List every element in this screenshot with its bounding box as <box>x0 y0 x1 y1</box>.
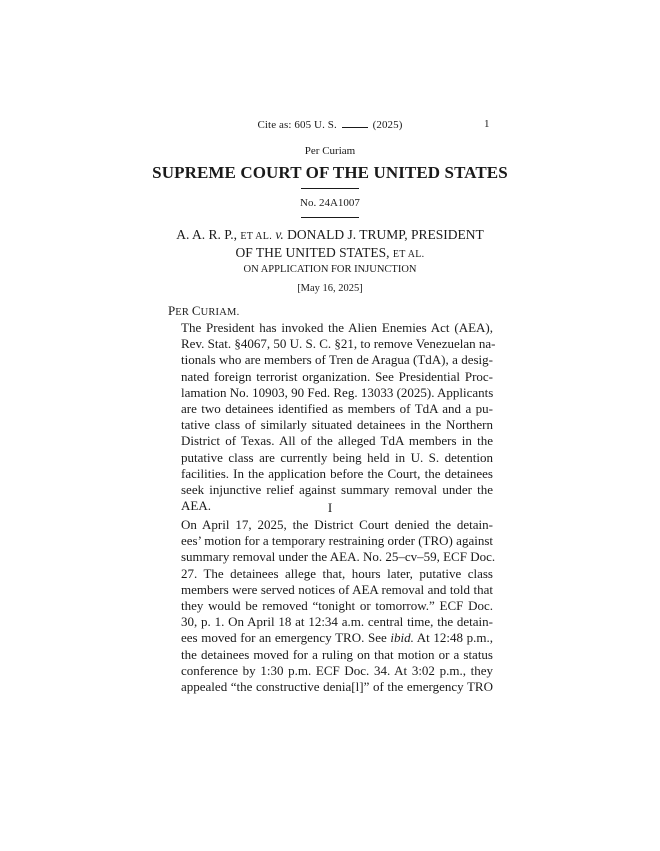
text-line: members were served notices of AEA removal and told that <box>181 581 493 597</box>
text-line: The President has invoked the Alien Enemies Act (AEA), <box>181 320 493 335</box>
text-line: conference by 1:30 p.m. ECF Doc. 34. At 3:02 p.m., they <box>181 662 493 678</box>
cite-blank <box>342 118 368 128</box>
cite-suffix: (2025) <box>372 119 403 131</box>
text-line: nated foreign terrorist organization. See Presidential Proc- <box>181 368 493 384</box>
citation-line <box>0 118 660 131</box>
application-type: ON APPLICATION FOR INJUNCTION <box>243 264 417 275</box>
text-line: On April 17, 2025, the District Court denied the detain- <box>181 517 493 532</box>
section-heading: I <box>327 500 333 515</box>
text-line: lamation No. 10903, 90 Fed. Reg. 13033 (2025). Applicants <box>181 384 494 400</box>
divider-bottom <box>301 217 359 218</box>
text-line: 30, p. 1. On April 18 at 12:34 a.m. central time, the detain- <box>181 614 493 630</box>
text-line: are two detainees identified as members of TdA and a pu- <box>181 401 493 417</box>
text-line: appealed “the constructive denia[l]” of the emergency TRO <box>181 679 493 695</box>
court-title: SUPREME COURT OF THE UNITED STATES <box>152 163 508 182</box>
text-line: 27. The detainees allege that, hours later, putative class <box>181 565 493 581</box>
per-curiam-header: Per Curiam <box>304 145 356 157</box>
text-line: Rev. Stat. §4067, 50 U. S. C. §21, to remove Venezuelan na- <box>181 336 496 352</box>
parties-line-1: A. A. R. P., ET AL. v. DONALD J. TRUMP, PRESIDENT <box>176 227 484 242</box>
text-line: putative class are currently being held in U. S. detention <box>181 449 493 465</box>
text-line: ees’ motion for a temporary restraining order (TRO) against <box>181 533 493 549</box>
docket-number: No. 24A1007 <box>300 197 360 209</box>
text-line: the detainees moved for a ruling on that motion or a status <box>181 646 493 662</box>
cite-prefix: Cite as: 605 U. S. <box>257 119 337 131</box>
citation-ibid: ibid. <box>390 630 414 646</box>
text-line: tative class of similarly situated detainees in the Northern <box>181 417 493 433</box>
text-line: summary removal under the AEA. No. 25–cv–59, ECF Doc. <box>181 549 496 565</box>
text-line: ees moved for an emergency TRO. See ibid. At 12:48 p.m., <box>181 630 493 646</box>
text-line: District of Texas. All of the alleged TdA members in the <box>181 433 493 449</box>
text-line: tionals who are members of Tren de Aragua (TdA), a desig- <box>181 352 493 368</box>
parties-line-2: OF THE UNITED STATES, ET AL. <box>235 244 425 260</box>
text-line: facilities. In the application before the Court, the detainees <box>181 465 493 481</box>
text-line: AEA. <box>181 498 211 514</box>
paragraph-2 <box>168 517 496 695</box>
paragraph-1 <box>168 320 496 514</box>
per-curiam-opener: PER CURIAM. <box>168 303 240 318</box>
text-line: they would be removed “tonight or tomorrow.” ECF Doc. <box>181 598 493 614</box>
case-parties <box>0 227 660 262</box>
text-line: seek injunctive relief against summary removal under the <box>181 482 493 498</box>
divider-top <box>301 188 359 189</box>
page-number: 1 <box>484 118 490 130</box>
decision-date: [May 16, 2025] <box>297 283 363 294</box>
